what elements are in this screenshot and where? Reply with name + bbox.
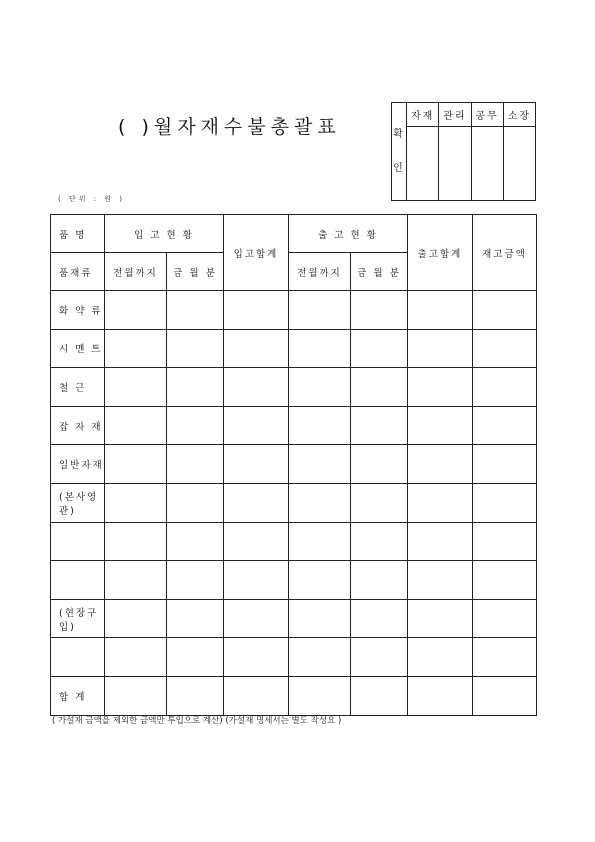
table-cell[interactable]: [167, 522, 224, 561]
table-cell[interactable]: [351, 483, 408, 522]
table-cell[interactable]: [105, 638, 167, 677]
table-cell[interactable]: [167, 368, 224, 407]
table-cell[interactable]: [224, 329, 289, 368]
table-cell[interactable]: [473, 483, 537, 522]
table-cell[interactable]: [408, 561, 473, 600]
table-cell[interactable]: [224, 599, 289, 638]
table-cell[interactable]: [105, 561, 167, 600]
table-row: [51, 599, 537, 638]
table-cell[interactable]: [289, 329, 351, 368]
table-cell[interactable]: [224, 483, 289, 522]
table-cell[interactable]: [289, 561, 351, 600]
table-row: [51, 406, 537, 445]
table-row: [51, 522, 537, 561]
table-cell[interactable]: [224, 406, 289, 445]
table-cell[interactable]: [167, 406, 224, 445]
table-row: [51, 445, 537, 484]
table-cell[interactable]: [351, 406, 408, 445]
table-cell[interactable]: [408, 522, 473, 561]
table-cell[interactable]: [473, 561, 537, 600]
table-cell[interactable]: [473, 638, 537, 677]
table-cell[interactable]: [408, 599, 473, 638]
table-cell[interactable]: [289, 406, 351, 445]
table-cell[interactable]: [105, 522, 167, 561]
header-out-prev-month: 전월까지: [289, 253, 351, 291]
table-cell[interactable]: [408, 638, 473, 677]
header-out-this-month: 금 월 분: [351, 253, 408, 291]
table-cell[interactable]: [351, 676, 408, 715]
header-category: 품재류: [51, 253, 105, 291]
row-label: 화 약 류: [51, 291, 105, 330]
approval-header-material: 자재: [407, 103, 439, 127]
header-outgoing-status: 출 고 현 황: [289, 215, 408, 253]
table-cell[interactable]: [351, 599, 408, 638]
table-cell[interactable]: [408, 368, 473, 407]
table-cell[interactable]: [289, 483, 351, 522]
table-cell[interactable]: [408, 676, 473, 715]
table-cell[interactable]: [473, 676, 537, 715]
table-row: [51, 483, 537, 522]
table-cell[interactable]: [224, 291, 289, 330]
table-cell[interactable]: [167, 329, 224, 368]
table-cell[interactable]: [224, 561, 289, 600]
table-cell[interactable]: [224, 445, 289, 484]
table-cell[interactable]: [289, 676, 351, 715]
row-label: 일반자재: [51, 445, 105, 484]
table-cell[interactable]: [408, 406, 473, 445]
header-item-name: 품 명: [51, 215, 105, 253]
table-row: [51, 676, 537, 715]
table-cell[interactable]: [473, 291, 537, 330]
table-cell[interactable]: [167, 445, 224, 484]
table-cell[interactable]: [289, 291, 351, 330]
table-cell[interactable]: [473, 329, 537, 368]
footer-note: ( 가설재 금액을 제외한 금액만 투입으로 계산) (가설재 명세서는 별도 작성요 ): [52, 716, 342, 726]
row-label: 합 계: [51, 676, 105, 715]
table-cell[interactable]: [224, 368, 289, 407]
table-cell[interactable]: [351, 638, 408, 677]
unit-note: ( 단위 : 원 ): [58, 195, 126, 203]
table-cell[interactable]: [351, 291, 408, 330]
table-cell[interactable]: [167, 599, 224, 638]
row-label: 잡 자 재: [51, 406, 105, 445]
table-cell[interactable]: [224, 676, 289, 715]
approval-header-management: 관리: [439, 103, 471, 127]
approval-sign-management[interactable]: [439, 127, 471, 201]
table-cell[interactable]: [105, 291, 167, 330]
table-cell[interactable]: [167, 561, 224, 600]
table-cell[interactable]: [289, 522, 351, 561]
table-cell[interactable]: [473, 445, 537, 484]
row-label: (현장구입): [51, 599, 105, 638]
approval-sign-material[interactable]: [407, 127, 439, 201]
header-stock-amount: 재고금액: [473, 215, 537, 291]
table-cell[interactable]: [224, 638, 289, 677]
approval-side-label-1: 확: [393, 128, 405, 140]
approval-side-label: [392, 103, 407, 201]
table-cell[interactable]: [473, 599, 537, 638]
approval-header-works: 공무: [471, 103, 503, 127]
table-cell[interactable]: [224, 522, 289, 561]
table-cell[interactable]: [105, 329, 167, 368]
row-label: [51, 522, 105, 561]
header-outgoing-total: 출고합계: [408, 215, 473, 291]
approval-box: [391, 102, 536, 201]
table-cell[interactable]: [351, 445, 408, 484]
table-cell[interactable]: [473, 368, 537, 407]
table-cell[interactable]: [105, 368, 167, 407]
approval-header-manager: 소장: [503, 103, 535, 127]
table-cell[interactable]: [105, 406, 167, 445]
page-title: ( )월자재수불총괄표: [118, 116, 341, 138]
table-cell[interactable]: [351, 522, 408, 561]
table-row: [51, 329, 537, 368]
row-label: 시 멘 트: [51, 329, 105, 368]
approval-sign-manager[interactable]: [503, 127, 535, 201]
header-incoming-total: 입고합계: [224, 215, 289, 291]
row-label: 철 근: [51, 368, 105, 407]
table-cell[interactable]: [105, 676, 167, 715]
table-row: [51, 368, 537, 407]
table-cell[interactable]: [473, 406, 537, 445]
table-cell[interactable]: [167, 676, 224, 715]
table-cell[interactable]: [105, 445, 167, 484]
table-cell[interactable]: [167, 638, 224, 677]
table-row: [51, 291, 537, 330]
table-cell[interactable]: [408, 329, 473, 368]
table-cell[interactable]: [408, 483, 473, 522]
row-label: [51, 638, 105, 677]
header-in-prev-month: 전월까지: [105, 253, 167, 291]
table-cell[interactable]: [105, 599, 167, 638]
header-in-this-month: 금 월 분: [167, 253, 224, 291]
table-cell[interactable]: [351, 368, 408, 407]
table-cell[interactable]: [167, 291, 224, 330]
table-cell[interactable]: [351, 329, 408, 368]
inventory-table: [50, 214, 537, 716]
table-cell[interactable]: [289, 445, 351, 484]
row-label: (본사영관): [51, 483, 105, 522]
table-row: [51, 638, 537, 677]
approval-sign-works[interactable]: [471, 127, 503, 201]
table-cell[interactable]: [105, 483, 167, 522]
row-label: [51, 561, 105, 600]
table-cell[interactable]: [289, 368, 351, 407]
table-row: [51, 561, 537, 600]
table-cell[interactable]: [408, 445, 473, 484]
table-cell[interactable]: [289, 599, 351, 638]
header-incoming-status: 입 고 현 황: [105, 215, 224, 253]
table-cell[interactable]: [351, 561, 408, 600]
approval-side-label-2: 인: [393, 162, 405, 174]
table-cell[interactable]: [167, 483, 224, 522]
table-cell[interactable]: [408, 291, 473, 330]
table-cell[interactable]: [289, 638, 351, 677]
table-cell[interactable]: [473, 522, 537, 561]
